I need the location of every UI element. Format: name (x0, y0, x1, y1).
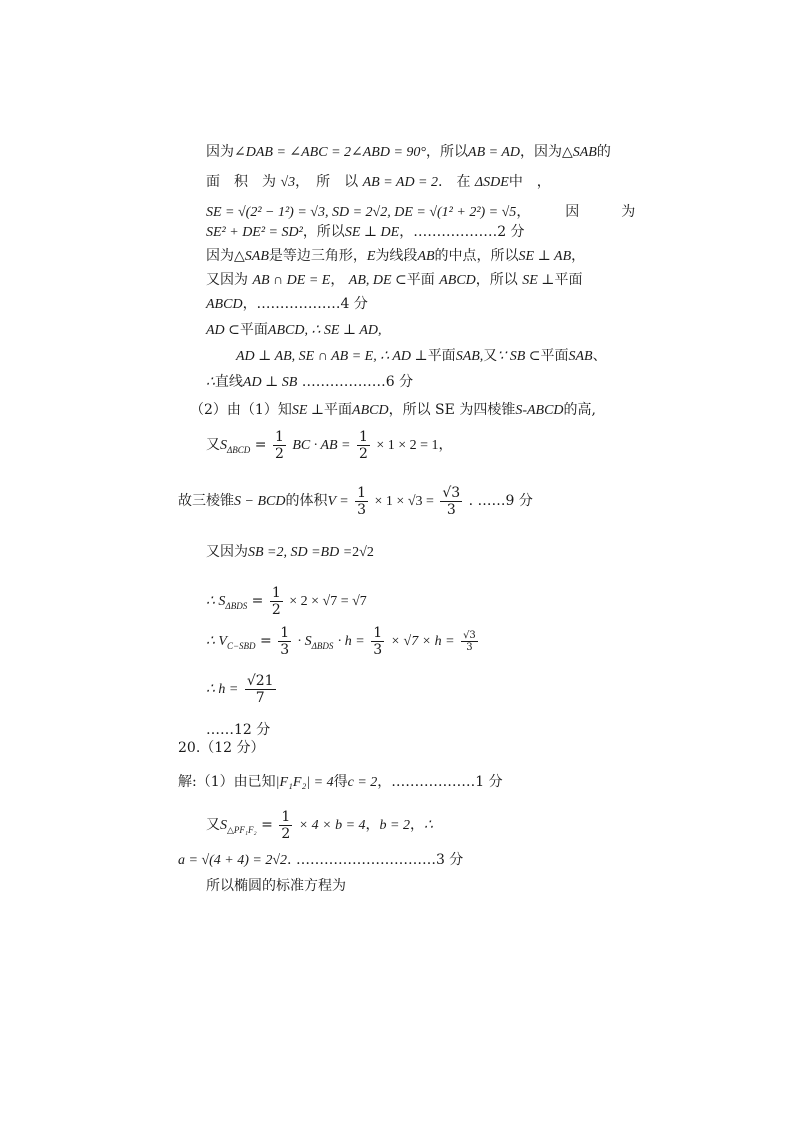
math: AB, DE ⊂ (348, 273, 407, 288)
math: △SAB (561, 145, 597, 160)
p1-line-9 (236, 346, 607, 367)
p2-line-3 (178, 484, 533, 519)
text: ，………………1 分 (377, 774, 503, 790)
text: 又 (483, 348, 498, 364)
text: . 在 (438, 174, 471, 190)
fraction (273, 429, 286, 462)
text: 的中点，所以 (434, 248, 519, 264)
math: SAB (568, 349, 593, 364)
denominator: 2 (271, 601, 281, 618)
numerator: 1 (274, 428, 284, 445)
text: ………………6 分 (301, 374, 414, 390)
p1-line-4 (206, 222, 525, 243)
text: ，所以 (302, 224, 345, 240)
text: ， 所 以 (295, 174, 359, 190)
text: 的高, (563, 402, 596, 418)
text: 中 ， (508, 174, 551, 190)
text: . …………………………3 分 (287, 852, 464, 868)
math-sub: △PF₁F₂ (227, 824, 257, 835)
text: 平面 (427, 348, 456, 364)
math: SAB, (455, 349, 484, 364)
math: AB (417, 249, 435, 264)
math: · S (297, 634, 312, 649)
text: ，所以 (475, 272, 518, 288)
p2-line-2 (206, 428, 453, 467)
math: × 1 × 2 = 1 (376, 438, 439, 453)
math: AB ∩ DE = E (252, 273, 331, 288)
text: ， (438, 437, 453, 453)
text: ……12 分 (206, 722, 271, 738)
math: AB = AD (468, 145, 520, 160)
text: 所以椭圆的标准方程为 (206, 878, 346, 894)
p1-line-3 (206, 202, 635, 223)
math: × 2 × √7 = √7 (289, 594, 367, 609)
p2-line-6 (206, 624, 480, 663)
math: AD ⊥ AB, SE ∩ AB = E, ∴ AD ⊥ (236, 349, 428, 364)
text: 又 (206, 817, 220, 833)
text: 面 积 为 (206, 174, 276, 190)
p2-line-1 (190, 400, 596, 421)
fraction (461, 630, 478, 653)
text: 又因为 (206, 272, 248, 288)
p2-line-5 (206, 584, 367, 623)
math: S − BCD (234, 494, 286, 509)
math: a = √(4 + 4) = 2√2 (178, 853, 288, 868)
math: c = 2 (347, 775, 378, 790)
math: AD ⊂ (206, 323, 240, 338)
numerator: 1 (373, 624, 383, 641)
math: = (261, 817, 273, 833)
text: 为线段 (375, 248, 418, 264)
p1-line-7 (206, 294, 368, 315)
text: ， 因 为 (516, 204, 636, 220)
text: ，因为 (519, 144, 562, 160)
fraction (270, 585, 283, 618)
text: 平面 (406, 272, 435, 288)
math: ∴ V (206, 634, 227, 649)
math: ABCD, ∴ SE ⊥ AD, (267, 323, 382, 338)
math: ΔSDE (474, 175, 509, 190)
denominator: 7 (255, 689, 265, 706)
math: V = (327, 494, 349, 509)
math: × √7 × h = (390, 634, 455, 649)
p1-line-8 (206, 320, 382, 341)
p3-line-2 (206, 808, 433, 847)
math: ABCD (206, 297, 243, 312)
math: AB = AD = 2 (362, 175, 439, 190)
math: = (251, 593, 264, 609)
text: 又因为 (206, 544, 248, 560)
numerator: 1 (271, 584, 281, 601)
math: ∠DAB = ∠ABC = 2∠ABD = 90° (234, 145, 427, 160)
text: （2）由（1）知 (190, 402, 292, 418)
numerator: 1 (281, 808, 291, 825)
fraction (245, 673, 276, 706)
p1-line-10 (206, 372, 413, 393)
text: 又 (206, 437, 220, 453)
text: ，所以 (426, 144, 469, 160)
math-sub: C−SBD (226, 640, 256, 651)
math: = (254, 437, 267, 453)
math: √3 (280, 175, 296, 190)
fraction (371, 625, 384, 658)
numerator: √21 (246, 672, 274, 689)
numerator: √3 (442, 484, 461, 501)
p3-line-3 (178, 850, 463, 871)
math-sub: ΔBCD (227, 444, 251, 455)
math: = (260, 633, 272, 649)
math: S (220, 818, 227, 833)
fraction (440, 485, 462, 518)
p1-line-2 (206, 172, 551, 193)
text: 因为 (206, 144, 234, 160)
math: E (366, 249, 376, 264)
denominator: 3 (446, 501, 456, 518)
text: 的体积 (285, 493, 328, 509)
denominator: 3 (280, 641, 290, 658)
fraction (278, 625, 291, 658)
math: S (220, 438, 227, 453)
numerator: 1 (357, 484, 367, 501)
math: ∴ (423, 818, 433, 833)
math: ∴ h = (206, 682, 239, 697)
p2-line-4 (206, 542, 374, 563)
text: 直线 (214, 374, 243, 390)
math: SB =2, SD =BD = (248, 545, 353, 560)
math: △SAB (234, 249, 269, 264)
p3-line-4 (206, 876, 346, 896)
text: ，所以 SE 为四棱锥 (388, 402, 516, 418)
text: ， (365, 817, 380, 833)
fraction (279, 809, 292, 842)
math: SE ⊥ AB (518, 249, 572, 264)
math: ABCD (439, 273, 476, 288)
p1-line-5 (206, 246, 585, 267)
math: ∵ SB ⊂ (497, 349, 541, 364)
math: SE² + DE² = SD² (206, 225, 303, 240)
p2-line-7 (206, 670, 278, 709)
math-sub: ΔBDS (311, 640, 334, 651)
text: ，………………2 分 (399, 224, 525, 240)
text: 解:（1）由已知 (178, 774, 276, 790)
text: . ……9 分 (468, 493, 533, 509)
numerator: 1 (358, 428, 368, 445)
text: 平面 (540, 348, 569, 364)
text: 平面 (239, 322, 268, 338)
denominator: 3 (357, 501, 367, 518)
text: 故三棱锥 (178, 493, 234, 509)
p1-line-6 (206, 270, 582, 291)
math: SE = √(2² − 1²) = √3, SD = 2√2, DE = √(1² + 2²) = √5 (206, 205, 517, 220)
numerator: 1 (280, 624, 290, 641)
p3-line-1 (178, 772, 503, 793)
question-20-title (178, 738, 265, 758)
text: 、 (592, 348, 607, 364)
denominator: 3 (466, 641, 473, 653)
text: ， (330, 272, 345, 288)
math: b = 2 (379, 818, 410, 833)
math: ∴ (206, 375, 215, 390)
denominator: 2 (281, 825, 291, 842)
math: |F₁F₂| = 4 (275, 775, 334, 790)
text: 平面 (554, 272, 583, 288)
fraction (355, 485, 368, 518)
math: AD ⊥ SB (242, 375, 298, 390)
math: ∴ S (206, 594, 226, 609)
text: ，………………4 分 (242, 296, 368, 312)
math: 2√2 (352, 545, 374, 560)
fraction (357, 429, 370, 462)
math: S-ABCD (515, 403, 564, 418)
denominator: 3 (373, 641, 383, 658)
denominator: 2 (274, 445, 284, 462)
math: SE ⊥ (522, 273, 555, 288)
text: 得 (333, 774, 348, 790)
p2-line-8 (206, 720, 270, 740)
text: 因为 (206, 248, 234, 264)
math: SE ⊥ DE (344, 225, 400, 240)
text: ， (409, 817, 424, 833)
p1-line-1 (206, 142, 611, 163)
text: ， (571, 248, 586, 264)
math: SE ⊥ (291, 403, 325, 418)
math: BC · AB = (292, 438, 351, 453)
math: · h = (337, 634, 365, 649)
text: 平面 (324, 402, 353, 418)
math: × 4 × b = 4 (298, 818, 366, 833)
math: × 1 × √3 = (374, 494, 434, 509)
math-sub: ΔBDS (225, 600, 248, 611)
text: 的 (596, 144, 611, 160)
math: ABCD (352, 403, 389, 418)
numerator: √3 (463, 629, 476, 641)
question-title: 20.（12 分） (178, 740, 265, 756)
text: 是等边三角形， (268, 248, 367, 264)
denominator: 2 (358, 445, 368, 462)
